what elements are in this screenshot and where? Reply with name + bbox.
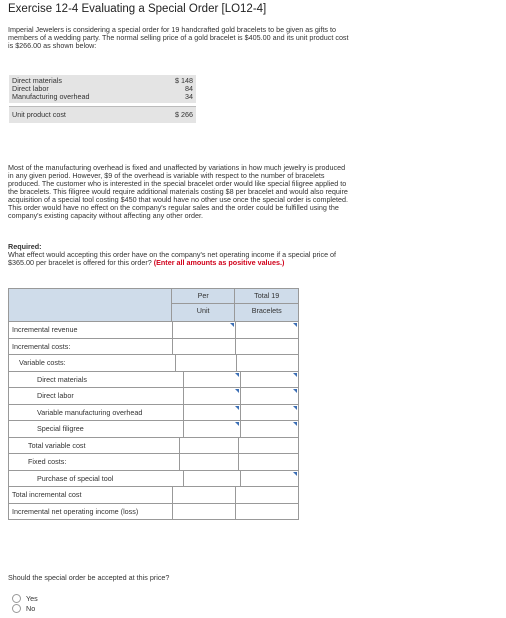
intro-line: members of a wedding party. The normal selling price of a gold bracelet is $405.00 and its unit product cost [8, 33, 349, 42]
cost-total-row [9, 106, 196, 123]
total-input[interactable] [240, 421, 298, 437]
per-unit-input[interactable] [183, 388, 241, 404]
total-input[interactable] [240, 471, 298, 487]
total-input[interactable] [240, 405, 298, 421]
intro-line: is $266.00 as shown below: [8, 41, 97, 50]
required-label: Required: [8, 242, 42, 251]
body-line: company's existing capacity without affecting any other order. [8, 211, 204, 220]
total-cell [235, 339, 298, 355]
grid-row [9, 372, 298, 389]
total-bottom: Bracelets [235, 303, 298, 315]
total-input[interactable] [235, 504, 298, 520]
row-label: Incremental net operating income (loss) [12, 506, 139, 516]
grid-row [9, 487, 298, 504]
row-label: Special filigree [37, 424, 84, 433]
body-line: the bracelets. This filigree would require additional materials costing $8 per bracelet and would also require [8, 187, 348, 196]
per-unit-bottom: Unit [172, 303, 235, 315]
required-line-2 [8, 259, 500, 267]
body-line: Most of the manufacturing overhead is fixed and unaffected by variations in how much jewelry is produced [8, 163, 346, 172]
cost-value: $ 148 [175, 76, 193, 85]
per-unit-cell [183, 471, 241, 487]
grid-row [9, 454, 298, 471]
per-unit-cell [179, 454, 239, 470]
per-unit-cell [172, 339, 235, 355]
required-note: (Enter all amounts as positive values.) [153, 258, 285, 267]
row-label: Total variable cost [28, 440, 86, 450]
grid-header [9, 289, 298, 322]
row-label: Variable manufacturing overhead [37, 407, 143, 417]
total-cell [236, 355, 298, 371]
required-line: $365.00 per bracelet is offered for this order? [8, 258, 152, 267]
per-unit-input[interactable] [183, 421, 241, 437]
row-label: Direct labor [37, 391, 74, 400]
option-label: No [26, 604, 36, 613]
total-top: Total 19 [254, 291, 280, 300]
cost-total-label: Unit product cost [12, 110, 66, 119]
per-unit-input[interactable] [179, 438, 239, 454]
intro-paragraph [8, 26, 500, 50]
grid-row [9, 322, 298, 339]
total-input[interactable] [240, 388, 298, 404]
cost-label: Manufacturing overhead [12, 92, 90, 101]
per-unit-cell [175, 355, 237, 371]
unit-cost-table [9, 75, 196, 123]
per-unit-input[interactable] [183, 405, 241, 421]
row-label: Direct materials [37, 374, 87, 384]
page-title: Exercise 12-4 Evaluating a Special Order [LO12-4] [8, 3, 267, 15]
grid-row [9, 471, 298, 488]
question-text: Should the special order be accepted at this price? [8, 573, 170, 582]
per-unit-input[interactable] [183, 372, 241, 388]
cost-total-value: $ 266 [175, 110, 193, 119]
body-line: produced. The customer who is interested in the special bracelet order would like special filigree applied to [8, 179, 347, 188]
per-unit-input[interactable] [172, 322, 235, 338]
body-paragraph [8, 164, 500, 220]
grid-row [9, 421, 298, 438]
row-label: Variable costs: [19, 358, 66, 367]
total-header [234, 289, 298, 321]
row-label: Fixed costs: [28, 457, 67, 466]
row-label: Purchase of special tool [37, 473, 114, 483]
required-section [8, 243, 500, 267]
grid-row [9, 339, 298, 356]
cost-value: 84 [185, 84, 193, 93]
option-no[interactable] [12, 604, 35, 613]
grid-row [9, 405, 298, 422]
cost-label: Direct materials [12, 76, 62, 85]
radio-icon[interactable] [12, 594, 21, 603]
body-line: in any given period. However, $9 of the overhead is variable with respect to the number of bracelets [8, 171, 325, 180]
total-cell [238, 454, 298, 470]
grid-row [9, 355, 298, 372]
cost-row [12, 93, 193, 101]
per-unit-top: Per [197, 291, 209, 300]
cost-label: Direct labor [12, 84, 49, 93]
grid-row [9, 388, 298, 405]
required-line: What effect would accepting this order have on the company's net operating income if a special price of [8, 250, 337, 259]
body-line: This order would have no effect on the company's regular sales and the order could be fulfilled using the [8, 203, 339, 212]
total-input[interactable] [235, 487, 298, 503]
cost-rows [9, 75, 196, 103]
per-unit-cell [172, 487, 235, 503]
radio-icon[interactable] [12, 604, 21, 613]
per-unit-header [171, 289, 235, 321]
total-input[interactable] [240, 372, 298, 388]
body-line: acquisition of a special tool costing $450 that would have no other use once the special order is completed. [8, 195, 349, 204]
option-yes[interactable] [12, 594, 38, 603]
total-input[interactable] [238, 438, 298, 454]
intro-line: Imperial Jewelers is considering a special order for 19 handcrafted gold bracelets to be given as gifts to [8, 25, 337, 34]
row-label: Incremental revenue [12, 325, 78, 334]
total-input[interactable] [235, 322, 298, 338]
per-unit-cell [172, 504, 235, 520]
cost-value: 34 [185, 92, 193, 101]
row-label: Total incremental cost [12, 490, 82, 499]
row-label: Incremental costs: [12, 341, 71, 351]
grid-header-blank [9, 289, 171, 321]
option-label: Yes [26, 594, 38, 603]
grid-row [9, 438, 298, 455]
grid-row [9, 504, 298, 520]
answer-grid [8, 288, 299, 520]
